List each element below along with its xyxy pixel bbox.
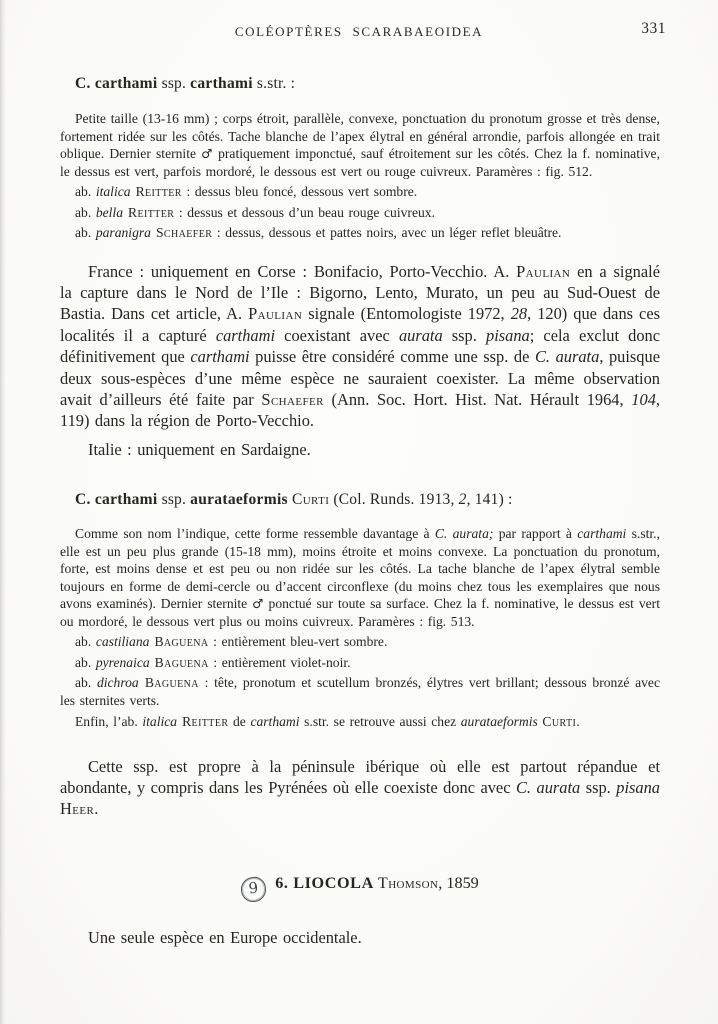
running-header xyxy=(0,0,718,41)
description-paragraph-aurataeformis: Comme son nom l’indique, cette forme ressemble davantage à C. aurata; par rapport à carthami s.str., elle est un peu plus grande (15-18 mm), moins étroite et moins convexe. La ponctuation du pronotum, forte, est moins dense et est peu ou non ridée sur les côtés. La tache blanche de l’apex élytral semble toujours en forme de demi-cercle ou d’accent circonflexe (du moins chez tous les exemplaires que nous avons examinés). Dernier sternite ♂ ponctué sur toute sa surface. Chez la f. nominative, le dessus est vert ou mordoré, le dessous vert plus ou moins cuivreux. Paramères : fig. 513. xyxy=(60,526,660,629)
aberration-item-bella: ab. bella Reitter : dessus et dessous d’un beau rouge cuivreux. xyxy=(75,204,435,220)
aberration-item-pyrenaica: ab. pyrenaica Baguena : entièrement violet-noir. xyxy=(75,654,351,670)
aberration-item-italica: ab. italica Reitter : dessus bleu foncé, dessous vert sombre. xyxy=(75,184,418,199)
genus-intro-paragraph: Une seule espèce en Europe occidentale. xyxy=(88,927,362,947)
scan-gutter-edge xyxy=(0,0,6,1024)
distribution-paragraph-italie: Italie : uniquement en Sardaigne. xyxy=(88,439,311,459)
circled-9-annotation: 9 xyxy=(240,876,267,903)
species-heading-aurataeformis: C. carthami ssp. aurataeformis Curti (Col. Runds. 1913, 2, 141) : xyxy=(75,491,513,509)
aberration-item-dichroa: ab. dichroa Baguena : tête, pronotum et scutellum bronzés, élytres vert brillant; dessous bronzé avec les sternites verts. xyxy=(60,675,660,708)
distribution-paragraph-iberique: Cette ssp. est propre à la péninsule ibérique où elle est partout répandue et abondante, y compris dans les Pyrénées où elle coexiste donc avec C. aurata ssp. pisana Heer. xyxy=(60,756,660,819)
running-header-title: COLÉOPTÈRES SCARABAEOIDEA xyxy=(234,24,484,39)
description-paragraph-carthami: Petite taille (13-16 mm) ; corps étroit, parallèle, convexe, ponctuation du pronotum grosse et très dense, fortement ridée sur les côtés. Tache blanche de l’apex élytral en général arrondie, parfois allongée en trait oblique. Dernier sternite ♂ pratiquement imponctué, sauf étroitement sur les côtés. Chez la f. nominative, le dessus est vert, parfois mordoré, le dessous est vert ou rouge cuivreux. Paramères : fig. 512. xyxy=(60,111,660,179)
genus-heading-liocola xyxy=(60,874,660,902)
page-number: 331 xyxy=(641,20,666,37)
distribution-paragraph-france: France : uniquement en Corse : Bonifacio, Porto-Vecchio. A. Paulian en a signalé la capture dans le Nord de l’Ile : Bigorno, Lento, Murato, un peu au Sud-Ouest de Bastia. Dans cet article, A. Paulian signale (Entomologiste 1972, 28, 120) que dans ces localités il a capturé carthami coexistant avec aurata ssp. pisana; cela exclut donc définitivement que carthami puisse être considéré comme une ssp. de C. aurata, puisque deux sous-espèces d’une même espèce ne sauraient coexister. La même observation avait d’ailleurs été faite par Schaefer (Ann. Soc. Hort. Hist. Nat. Hérault 1964, 104, 119) dans la région de Porto-Vecchio. xyxy=(60,261,661,431)
species-heading-carthami: C. carthami ssp. carthami s.str. : xyxy=(75,75,296,92)
aberration-item-castiliana: ab. castiliana Baguena : entièrement bleu-vert sombre. xyxy=(75,634,388,650)
page-content xyxy=(60,75,660,948)
note-paragraph-italica-aurataeformis: Enfin, l’ab. italica Reitter de carthami s.str. se retrouve aussi chez aurataeformis Curti. xyxy=(75,714,580,730)
aberration-item-paranigra: ab. paranigra Schaefer : dessus, dessous et pattes noirs, avec un léger reflet bleuâtre. xyxy=(75,225,562,240)
genus-heading-text: 6. LIOCOLA Thomson, 1859 xyxy=(275,873,479,892)
